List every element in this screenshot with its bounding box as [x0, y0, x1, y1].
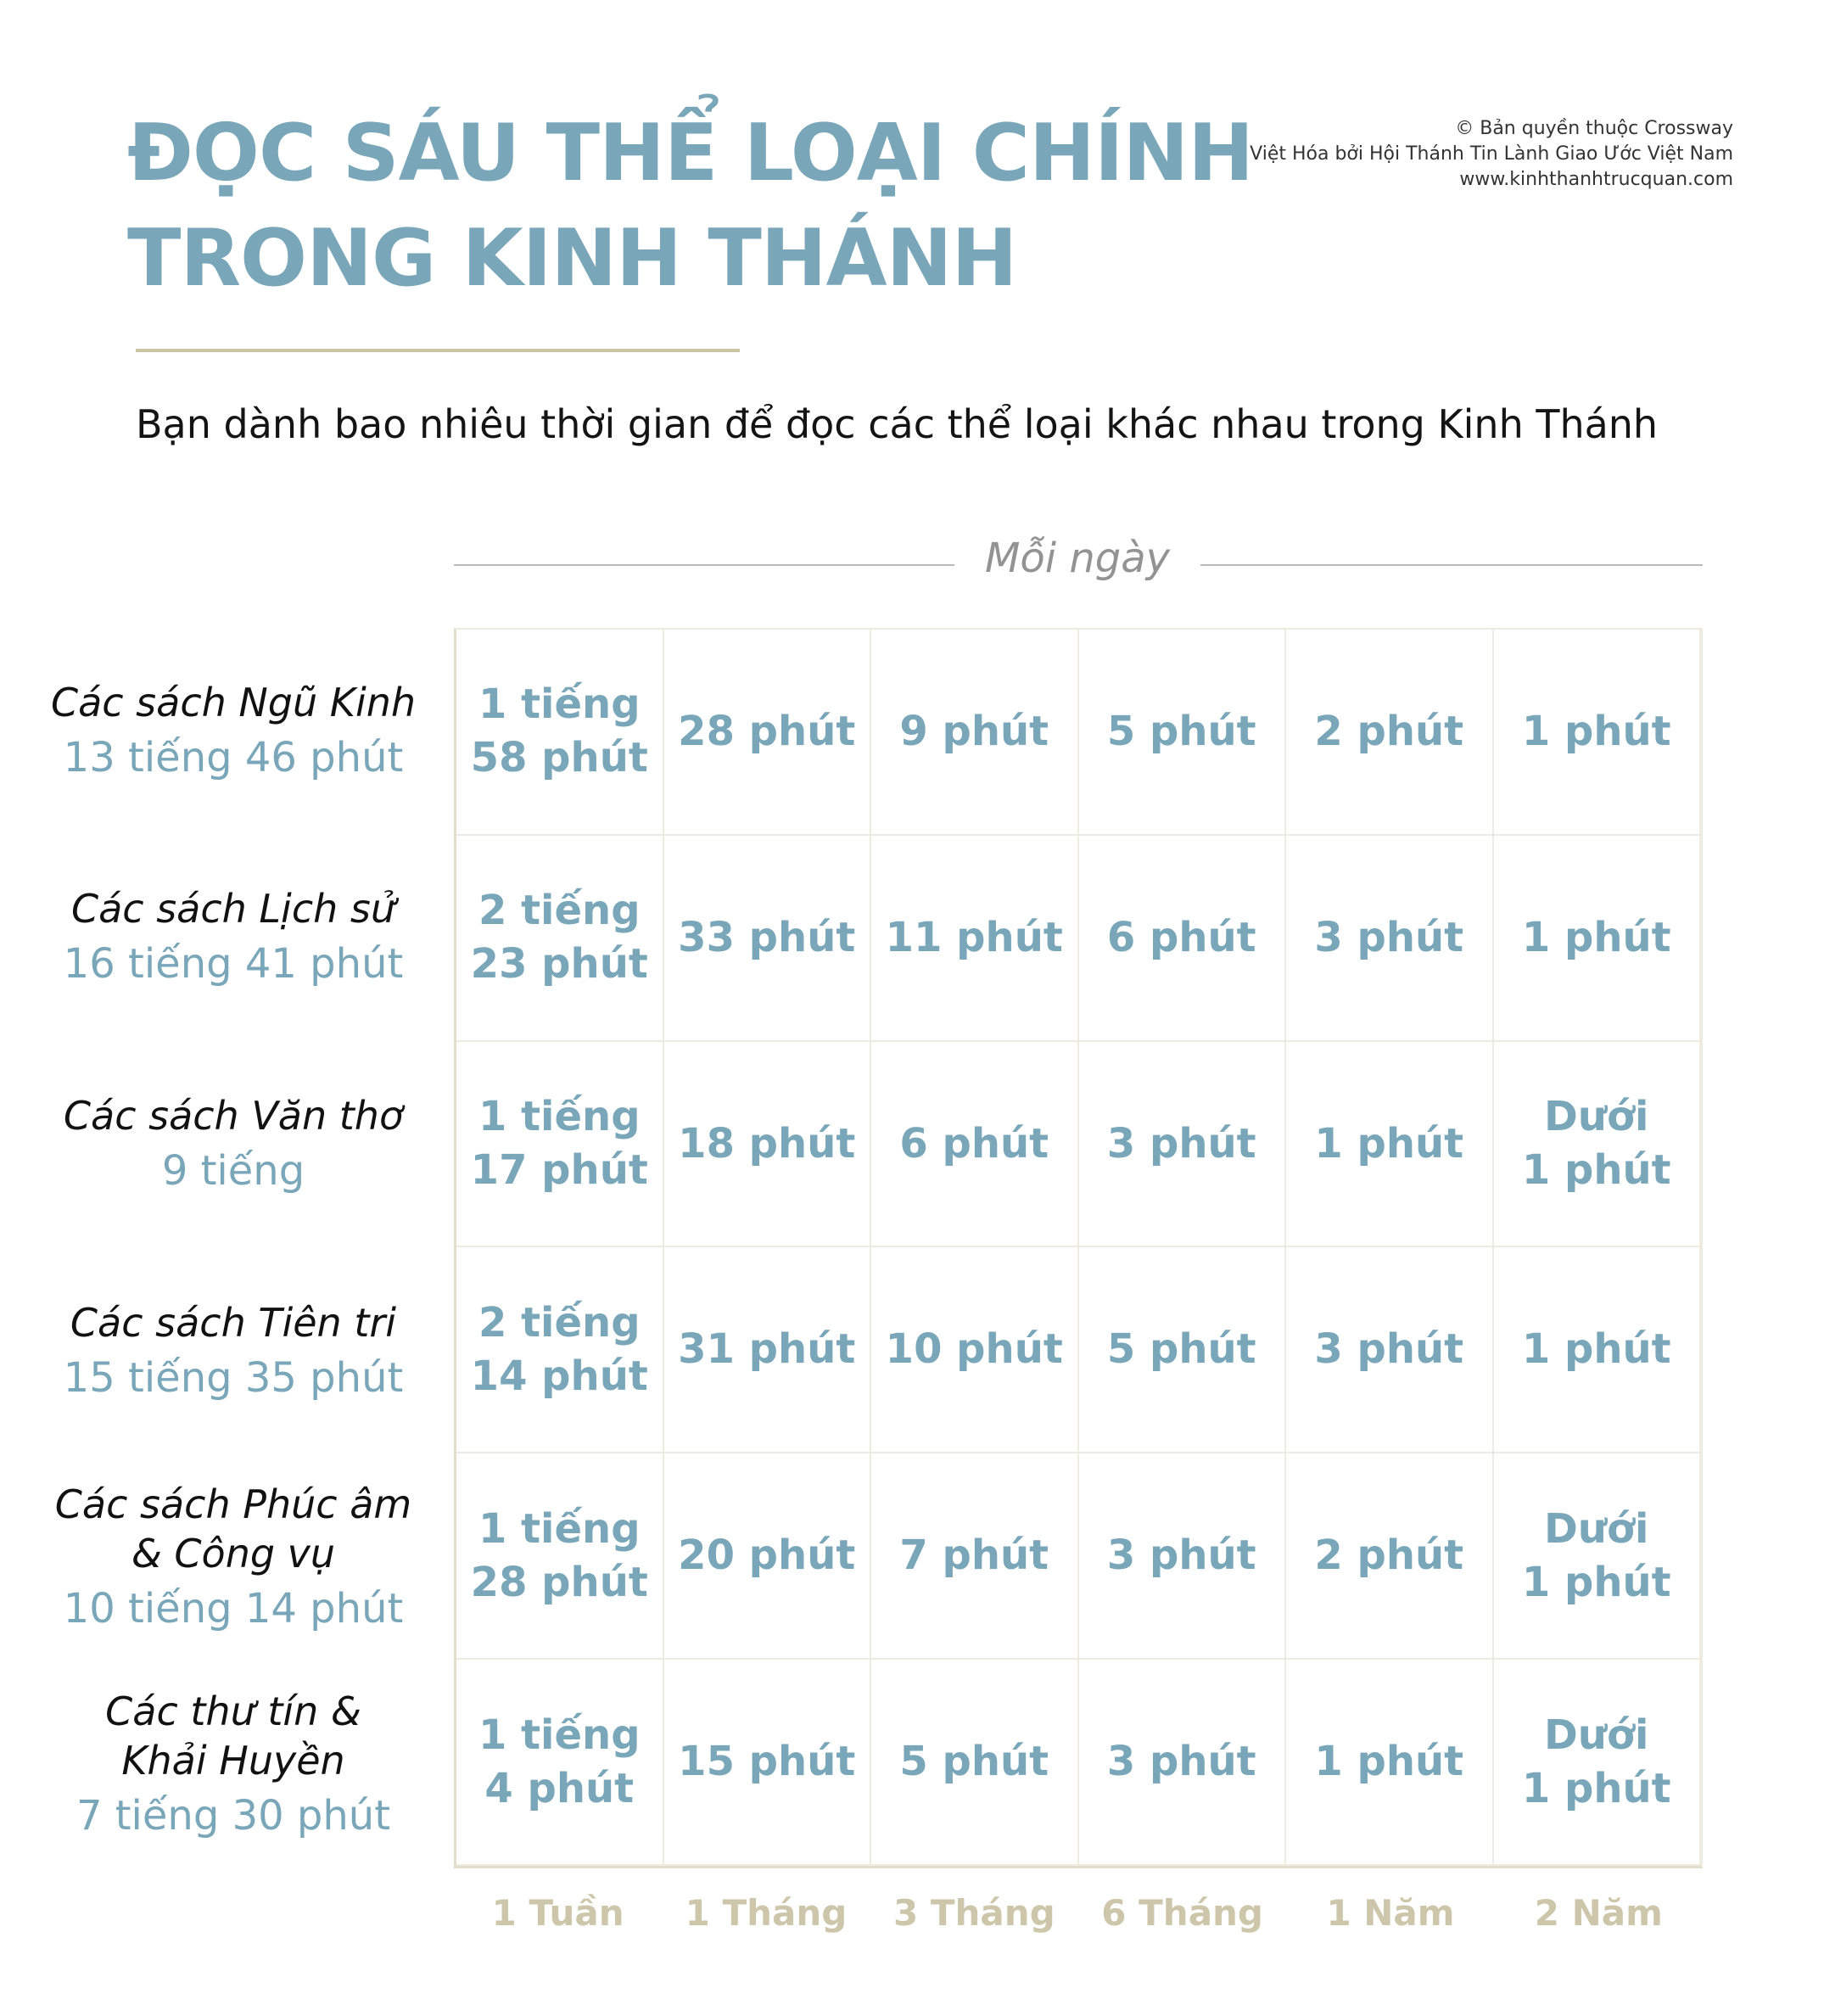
time-cell: Dưới 1 phút [1494, 1042, 1702, 1248]
time-cell: 2 tiếng 23 phút [456, 836, 664, 1042]
time-cell: 6 phút [871, 1042, 1079, 1248]
translation-credit: Việt Hóa bởi Hội Thánh Tin Lành Giao Ước Việt Nam [1250, 143, 1733, 165]
time-cell: 5 phút [1079, 1247, 1287, 1453]
time-cell: 9 phút [871, 630, 1079, 836]
time-cell: 2 phút [1286, 1453, 1494, 1660]
time-cell: 31 phút [664, 1247, 872, 1453]
time-cell: 3 phút [1079, 1453, 1287, 1660]
title-divider [136, 349, 740, 352]
time-cell: 20 phút [664, 1453, 872, 1660]
time-cell: 28 phút [664, 630, 872, 836]
period-label: 1 Tuần [491, 1892, 624, 1934]
time-cell: 1 tiếng 58 phút [456, 630, 664, 836]
genre-labels [34, 628, 433, 1868]
time-cell: 33 phút [664, 836, 872, 1042]
time-cell: 3 phút [1286, 836, 1494, 1042]
period-label: 2 Năm [1534, 1892, 1663, 1934]
time-cell: 1 phút [1494, 630, 1702, 836]
time-cell: 1 phút [1494, 836, 1702, 1042]
period-label: 6 Tháng [1101, 1892, 1263, 1934]
genre-label [34, 1248, 433, 1455]
header-rule-left [454, 564, 954, 566]
genre-name: Các sách Ngũ Kinh [50, 679, 417, 725]
genre-total-time: 13 tiếng 46 phút [63, 733, 404, 781]
genre-total-time: 9 tiếng [161, 1147, 305, 1196]
period-label: 1 Năm [1326, 1892, 1455, 1934]
time-cell: 7 phút [871, 1453, 1079, 1660]
subtitle: Bạn dành bao nhiêu thời gian để đọc các thể loại khác nhau trong Kinh Thánh [136, 401, 1659, 447]
time-cell: 5 phút [871, 1660, 1079, 1866]
time-cell: 3 phút [1079, 1660, 1287, 1866]
genre-label [34, 1041, 433, 1248]
page-title [127, 100, 1253, 311]
genre-label [34, 628, 433, 835]
time-cell: 2 tiếng 14 phút [456, 1247, 664, 1453]
copyright-text: © Bản quyền thuộc Crossway [1455, 118, 1733, 139]
time-cell: 5 phút [1079, 630, 1287, 836]
period-label: 1 Tháng [685, 1892, 848, 1934]
genre-name: Các sách Văn thơ [63, 1093, 404, 1140]
header-rule-right [1200, 564, 1703, 566]
genre-name: Các sách Phúc âm & Công vụ [54, 1481, 412, 1577]
genre-name: Các sách Lịch sử [70, 886, 396, 932]
time-cell: 1 tiếng 17 phút [456, 1042, 664, 1248]
period-label: 3 Tháng [892, 1892, 1055, 1934]
time-cell: Dưới 1 phút [1494, 1660, 1702, 1866]
time-cell: 18 phút [664, 1042, 872, 1248]
genre-label [34, 1661, 433, 1868]
time-cell: 11 phút [871, 836, 1079, 1042]
time-cell: Dưới 1 phút [1494, 1453, 1702, 1660]
genre-total-time: 10 tiếng 14 phút [63, 1585, 404, 1633]
time-cell: 3 phút [1079, 1042, 1287, 1248]
genre-total-time: 16 tiếng 41 phút [63, 940, 404, 988]
time-cell: 1 phút [1494, 1247, 1702, 1453]
genre-name: Các thư tín & Khải Huyền [105, 1688, 361, 1784]
credits [1250, 116, 1733, 193]
time-cell: 3 phút [1286, 1247, 1494, 1453]
table-header: Mỗi ngày [984, 535, 1171, 582]
time-cell: 10 phút [871, 1247, 1079, 1453]
genre-name: Các sách Tiên tri [70, 1299, 397, 1346]
time-cell: 15 phút [664, 1660, 872, 1866]
website-text: www.kinhthanhtrucquan.com [1459, 169, 1733, 190]
time-grid [454, 628, 1703, 1868]
title-line-1: ĐỌC SÁU THỂ LOẠI CHÍNH [127, 107, 1254, 199]
time-cell: 1 phút [1286, 1660, 1494, 1866]
time-cell: 6 phút [1079, 836, 1287, 1042]
genre-label [34, 1455, 433, 1662]
time-cell: 1 tiếng 4 phút [456, 1660, 664, 1866]
genre-total-time: 15 tiếng 35 phút [63, 1353, 404, 1402]
genre-total-time: 7 tiếng 30 phút [76, 1792, 391, 1840]
genre-label [34, 835, 433, 1042]
time-cell: 1 tiếng 28 phút [456, 1453, 664, 1660]
period-labels [454, 1888, 1703, 1939]
time-cell: 1 phút [1286, 1042, 1494, 1248]
title-line-2: TRONG KINH THÁNH [127, 212, 1017, 304]
time-cell: 2 phút [1286, 630, 1494, 836]
